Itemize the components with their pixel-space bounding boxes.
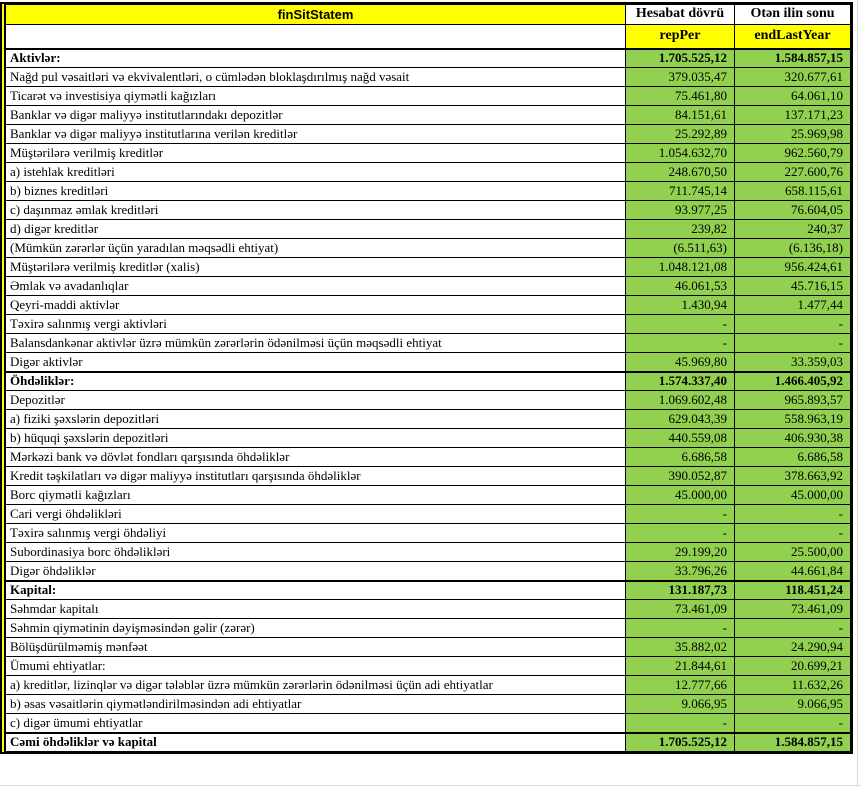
- row-value-reporting-period-cell[interactable]: 29.199,20: [626, 543, 735, 562]
- table-row: [6, 676, 851, 695]
- row-value-end-last-year-cell[interactable]: -: [735, 315, 851, 334]
- table-row: [6, 581, 851, 600]
- row-label-cell[interactable]: Cəmi öhdəliklər və kapital: [6, 733, 626, 752]
- table-row: [6, 334, 851, 353]
- fin-sit-statem-table-wrap: [0, 2, 853, 754]
- row-value-reporting-period-cell[interactable]: 1.069.602,48: [626, 391, 735, 410]
- row-value-end-last-year-cell[interactable]: 1.466.405,92: [735, 372, 851, 391]
- table-row: [6, 467, 851, 486]
- row-value-end-last-year-cell[interactable]: 76.604,05: [735, 201, 851, 220]
- row-value-reporting-period-cell[interactable]: 440.559,08: [626, 429, 735, 448]
- row-label-cell[interactable]: Səhmin qiymətinin dəyişməsindən gəlir (zərər): [6, 619, 626, 638]
- row-label-cell[interactable]: Depozitlər: [6, 391, 626, 410]
- table-row: [6, 619, 851, 638]
- row-label-cell[interactable]: Əmlak və avadanlıqlar: [6, 277, 626, 296]
- table-row: [6, 657, 851, 676]
- row-value-end-last-year-cell[interactable]: 1.584.857,15: [735, 733, 851, 752]
- row-label-cell[interactable]: Banklar və digər maliyyə institutlarındakı depozitlər: [6, 106, 626, 125]
- row-value-end-last-year-cell[interactable]: 558.963,19: [735, 410, 851, 429]
- header-row-titles: [6, 5, 851, 25]
- sheet-gridline-right: [857, 0, 858, 787]
- table-row: [6, 391, 851, 410]
- row-value-reporting-period-cell[interactable]: 35.882,02: [626, 638, 735, 657]
- row-value-reporting-period-cell[interactable]: 379.035,47: [626, 68, 735, 87]
- table-row: [6, 220, 851, 239]
- table-row: [6, 733, 851, 752]
- row-label-cell[interactable]: Kapital:: [6, 581, 626, 600]
- fin-sit-statem-table: [5, 4, 851, 752]
- row-value-reporting-period-cell[interactable]: 248.670,50: [626, 163, 735, 182]
- row-value-end-last-year-cell[interactable]: 227.600,76: [735, 163, 851, 182]
- row-value-end-last-year-cell[interactable]: 24.290,94: [735, 638, 851, 657]
- row-value-end-last-year-cell[interactable]: 64.061,10: [735, 87, 851, 106]
- row-value-end-last-year-cell[interactable]: 406.930,38: [735, 429, 851, 448]
- row-value-reporting-period-cell[interactable]: 1.705.525,12: [626, 733, 735, 752]
- row-value-end-last-year-cell[interactable]: 965.893,57: [735, 391, 851, 410]
- row-value-reporting-period-cell[interactable]: 390.052,87: [626, 467, 735, 486]
- row-value-reporting-period-cell[interactable]: 84.151,61: [626, 106, 735, 125]
- row-value-end-last-year-cell[interactable]: -: [735, 505, 851, 524]
- row-value-reporting-period-cell[interactable]: 131.187,73: [626, 581, 735, 600]
- row-label-cell[interactable]: Təxirə salınmış vergi aktivləri: [6, 315, 626, 334]
- row-value-reporting-period-cell[interactable]: -: [626, 714, 735, 733]
- row-value-reporting-period-cell[interactable]: 93.977,25: [626, 201, 735, 220]
- row-value-end-last-year-cell[interactable]: 240,37: [735, 220, 851, 239]
- table-row: [6, 486, 851, 505]
- row-value-end-last-year-cell[interactable]: 956.424,61: [735, 258, 851, 277]
- table-row: [6, 125, 851, 144]
- row-value-reporting-period-cell[interactable]: 33.796,26: [626, 562, 735, 581]
- table-row: [6, 695, 851, 714]
- row-label-cell[interactable]: Ümumi ehtiyatlar:: [6, 657, 626, 676]
- row-value-end-last-year-cell[interactable]: 44.661,84: [735, 562, 851, 581]
- sheet-gridline-bottom: [0, 785, 861, 786]
- row-value-end-last-year-cell[interactable]: 320.677,61: [735, 68, 851, 87]
- table-row: [6, 201, 851, 220]
- row-label-cell[interactable]: d) digər kreditlər: [6, 220, 626, 239]
- table-row: [6, 87, 851, 106]
- row-value-reporting-period-cell[interactable]: 1.574.337,40: [626, 372, 735, 391]
- row-value-end-last-year-cell[interactable]: -: [735, 619, 851, 638]
- row-label-cell[interactable]: Cari vergi öhdəlikləri: [6, 505, 626, 524]
- code-header-end-last-year[interactable]: endLastYear: [735, 25, 851, 49]
- table-row: [6, 714, 851, 733]
- row-label-cell[interactable]: Müştərilərə verilmiş kreditlər: [6, 144, 626, 163]
- row-label-cell[interactable]: Müştərilərə verilmiş kreditlər (xalis): [6, 258, 626, 277]
- table-row: [6, 562, 851, 581]
- table-row: [6, 182, 851, 201]
- row-label-cell[interactable]: Digər aktivlər: [6, 353, 626, 372]
- row-value-reporting-period-cell[interactable]: 73.461,09: [626, 600, 735, 619]
- row-value-end-last-year-cell[interactable]: 1.584.857,15: [735, 49, 851, 68]
- row-label-cell[interactable]: Səhmdar kapitalı: [6, 600, 626, 619]
- row-label-cell[interactable]: a) kreditlər, lizinqlər və digər tələblər üzrə mümkün zərərlərin ödənilməsi üçün adi ehtiyatlar: [6, 676, 626, 695]
- row-value-reporting-period-cell[interactable]: 46.061,53: [626, 277, 735, 296]
- row-label-cell[interactable]: Aktivlər:: [6, 49, 626, 68]
- table-title-cell[interactable]: finSitStatem: [6, 5, 626, 25]
- table-row: [6, 296, 851, 315]
- table-row: [6, 600, 851, 619]
- row-value-end-last-year-cell[interactable]: (6.136,18): [735, 239, 851, 258]
- row-value-reporting-period-cell[interactable]: 1.048.121,08: [626, 258, 735, 277]
- row-value-end-last-year-cell[interactable]: 73.461,09: [735, 600, 851, 619]
- row-label-cell[interactable]: Qeyri-maddi aktivlər: [6, 296, 626, 315]
- table-row: [6, 353, 851, 372]
- row-label-cell[interactable]: a) istehlak kreditləri: [6, 163, 626, 182]
- row-value-reporting-period-cell[interactable]: -: [626, 334, 735, 353]
- table-row: [6, 277, 851, 296]
- row-value-end-last-year-cell[interactable]: 9.066,95: [735, 695, 851, 714]
- row-value-reporting-period-cell[interactable]: 12.777,66: [626, 676, 735, 695]
- table-row: [6, 144, 851, 163]
- table-row: [6, 106, 851, 125]
- row-value-reporting-period-cell[interactable]: 21.844,61: [626, 657, 735, 676]
- table-row: [6, 239, 851, 258]
- table-row: [6, 49, 851, 68]
- row-value-end-last-year-cell[interactable]: -: [735, 714, 851, 733]
- row-label-cell[interactable]: c) daşınmaz əmlak kreditləri: [6, 201, 626, 220]
- table-row: [6, 638, 851, 657]
- row-value-reporting-period-cell[interactable]: 711.745,14: [626, 182, 735, 201]
- row-value-end-last-year-cell[interactable]: -: [735, 334, 851, 353]
- table-row: [6, 410, 851, 429]
- code-header-reporting-period[interactable]: repPer: [626, 25, 735, 49]
- row-label-cell[interactable]: b) əsas vəsaitlərin qiymətləndirilməsindən adi ehtiyatlar: [6, 695, 626, 714]
- row-value-reporting-period-cell[interactable]: 75.461,80: [626, 87, 735, 106]
- row-label-cell[interactable]: Banklar və digər maliyyə institutlarına verilən kreditlər: [6, 125, 626, 144]
- table-body: [6, 49, 851, 752]
- row-label-cell[interactable]: b) biznes kreditləri: [6, 182, 626, 201]
- table-row: [6, 372, 851, 391]
- table-row: [6, 429, 851, 448]
- header-row-codes: [6, 25, 851, 49]
- table-row: [6, 543, 851, 562]
- row-value-end-last-year-cell[interactable]: 25.969,98: [735, 125, 851, 144]
- table-row: [6, 68, 851, 87]
- row-value-end-last-year-cell[interactable]: 25.500,00: [735, 543, 851, 562]
- blank-header-cell[interactable]: [6, 25, 626, 49]
- row-value-reporting-period-cell[interactable]: 45.969,80: [626, 353, 735, 372]
- row-value-reporting-period-cell[interactable]: 239,82: [626, 220, 735, 239]
- row-value-end-last-year-cell[interactable]: 378.663,92: [735, 467, 851, 486]
- row-value-end-last-year-cell[interactable]: 20.699,21: [735, 657, 851, 676]
- table-row: [6, 448, 851, 467]
- row-value-reporting-period-cell[interactable]: 9.066,95: [626, 695, 735, 714]
- row-value-end-last-year-cell[interactable]: 1.477,44: [735, 296, 851, 315]
- table-row: [6, 524, 851, 543]
- row-label-cell[interactable]: Mərkəzi bank və dövlət fondları qarşısında öhdəliklər: [6, 448, 626, 467]
- row-value-reporting-period-cell[interactable]: 45.000,00: [626, 486, 735, 505]
- row-value-end-last-year-cell[interactable]: 118.451,24: [735, 581, 851, 600]
- row-label-cell[interactable]: Borc qiymətli kağızları: [6, 486, 626, 505]
- row-value-reporting-period-cell[interactable]: -: [626, 505, 735, 524]
- row-value-reporting-period-cell[interactable]: -: [626, 619, 735, 638]
- row-value-end-last-year-cell[interactable]: -: [735, 524, 851, 543]
- row-label-cell[interactable]: Subordinasiya borc öhdəlikləri: [6, 543, 626, 562]
- row-label-cell[interactable]: Öhdəliklər:: [6, 372, 626, 391]
- table-row: [6, 258, 851, 277]
- row-value-reporting-period-cell[interactable]: 1.054.632,70: [626, 144, 735, 163]
- table-row: [6, 163, 851, 182]
- row-value-end-last-year-cell[interactable]: 962.560,79: [735, 144, 851, 163]
- row-label-cell[interactable]: Ticarət və investisiya qiymətli kağızları: [6, 87, 626, 106]
- col-header-reporting-period[interactable]: Hesabat dövrü: [626, 5, 735, 25]
- row-label-cell[interactable]: a) fiziki şəxslərin depozitləri: [6, 410, 626, 429]
- row-label-cell[interactable]: Digər öhdəliklər: [6, 562, 626, 581]
- row-value-reporting-period-cell[interactable]: 629.043,39: [626, 410, 735, 429]
- row-value-end-last-year-cell[interactable]: 6.686,58: [735, 448, 851, 467]
- table-row: [6, 505, 851, 524]
- row-value-reporting-period-cell[interactable]: 1.430,94: [626, 296, 735, 315]
- row-value-reporting-period-cell[interactable]: 25.292,89: [626, 125, 735, 144]
- row-value-reporting-period-cell[interactable]: 6.686,58: [626, 448, 735, 467]
- col-header-end-last-year[interactable]: Otən ilin sonu: [735, 5, 851, 25]
- row-value-end-last-year-cell[interactable]: 45.000,00: [735, 486, 851, 505]
- row-value-reporting-period-cell[interactable]: -: [626, 315, 735, 334]
- row-label-cell[interactable]: (Mümkün zərərlər üçün yaradılan məqsədli ehtiyat): [6, 239, 626, 258]
- table-row: [6, 315, 851, 334]
- row-label-cell[interactable]: Bölüşdürülməmiş mənfəət: [6, 638, 626, 657]
- row-value-end-last-year-cell[interactable]: 45.716,15: [735, 277, 851, 296]
- row-value-end-last-year-cell[interactable]: 11.632,26: [735, 676, 851, 695]
- row-label-cell[interactable]: Nağd pul vəsaitləri və ekvivalentləri, o cümlədən bloklaşdırılmış nağd vəsait: [6, 68, 626, 87]
- row-value-end-last-year-cell[interactable]: 658.115,61: [735, 182, 851, 201]
- row-value-reporting-period-cell[interactable]: (6.511,63): [626, 239, 735, 258]
- row-label-cell[interactable]: Kredit təşkilatları və digər maliyyə institutları qarşısında öhdəliklər: [6, 467, 626, 486]
- row-value-reporting-period-cell[interactable]: 1.705.525,12: [626, 49, 735, 68]
- row-value-end-last-year-cell[interactable]: 137.171,23: [735, 106, 851, 125]
- row-label-cell[interactable]: Təxirə salınmış vergi öhdəliyi: [6, 524, 626, 543]
- row-value-reporting-period-cell[interactable]: -: [626, 524, 735, 543]
- row-label-cell[interactable]: Balansdankənar aktivlər üzrə mümkün zərərlərin ödənilməsi üçün məqsədli ehtiyat: [6, 334, 626, 353]
- row-label-cell[interactable]: c) digər ümumi ehtiyatlar: [6, 714, 626, 733]
- row-label-cell[interactable]: b) hüquqi şəxslərin depozitləri: [6, 429, 626, 448]
- row-value-end-last-year-cell[interactable]: 33.359,03: [735, 353, 851, 372]
